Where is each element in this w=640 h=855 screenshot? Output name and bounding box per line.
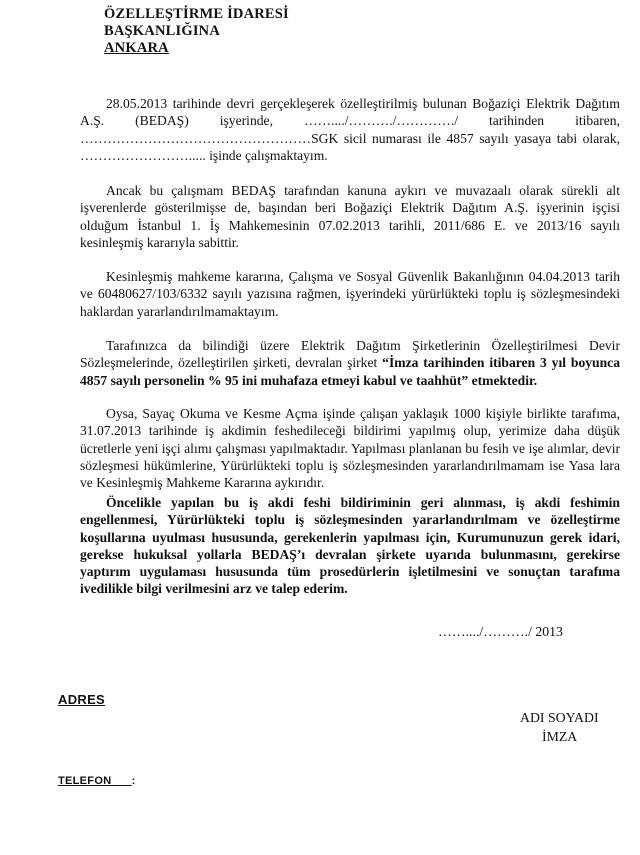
telefon-line <box>58 775 136 787</box>
addressee-line-3: ANKARA <box>104 40 169 56</box>
signature-label: İMZA <box>542 729 578 744</box>
paragraph-court-decision <box>80 182 620 251</box>
paragraph-employment <box>80 95 620 164</box>
telefon-label: TELEFON <box>58 775 112 787</box>
name-label: ADI SOYADI <box>520 710 599 725</box>
addressee-line-1: ÖZELLEŞTİRME İDARESİ <box>104 6 289 22</box>
paragraph-6-text: Öncelikle yapılan bu iş akdi feshi bildiriminin geri alınması, iş akdi feshimin engellenmesi, Yürürlükteki toplu iş sözleşmesinden yararlandırılmam ve özelleştirme koşullarına uyulması hususunda, gerekenlerin yapılması için, Kurumunuzun gerek idari, gerekse hukuksal yollarla BEDAŞ’ı devralan şirkete uyarıda bulunmasını, gerekirse yaptırım uygulaması hususunda tüm prosedürlerin işletilmesini ve sonuçtan tarafıma ivedilikle bilgi verilmesini arz ve talep ederim. <box>80 495 620 597</box>
paragraph-transfer-contract <box>80 337 620 389</box>
addressee-line-2: BAŞKANLIĞINA <box>104 23 221 39</box>
paragraph-5-text: Oysa, Sayaç Okuma ve Kesme Açma işinde çalışan yaklaşık 1000 kişiyle birlikte tarafıma, 31.07.2013 tarihinde iş akdimin feshedileceği bildirimi yapılmış olup, yerimize daha düşük ücretlerle yeni işçi alımı çalışması yapılmaktadır. Yapılması planlanan bu fesih ve işe alımlar, devir sözleşmesi hükümlerine, Yürürlükteki toplu iş sözleşmesinden yararlandırılmamam ise Yasa lara ve Kesinleşmiş Mahkeme Kararına aykırıdır. <box>80 406 620 491</box>
adres-label: ADRES <box>58 692 106 707</box>
paragraph-2-text: Ancak bu çalışmam BEDAŞ tarafından kanuna aykırı ve muvazaalı olarak sürekli alt işverenlerde gösterilmişse de, başından beri Boğaziçi Elektrik Dağıtım A.Ş. işyerinin işçisi olduğum İstanbul 1. İş Mahkemesinin 07.02.2013 tarihli, 2011/686 E. ve 2013/16 sayılı kesinleşmiş kararıyla sabittir. <box>80 183 620 250</box>
signature-block <box>520 708 599 746</box>
paragraph-request <box>80 494 620 598</box>
date-line: ……..../………./ 2013 <box>438 624 563 639</box>
paragraph-4-bold-text: “İmza tarihinden itibaren 3 yıl boyunca 4857 sayılı personelin % 95 ini muhafaza etmeyi kabul ve taahhüt” etmektedir. <box>80 355 620 388</box>
paragraph-4-text: Tarafınızca da bilindiği üzere Elektrik Dağıtım Şirketlerinin Özelleştirilmesi Devir Sözleşmelerinde, özelleştirilen şirketi, devralan şirket <box>80 338 620 371</box>
paragraph-3-text: Kesinleşmiş mahkeme kararına, Çalışma ve Sosyal Güvenlik Bakanlığının 04.04.2013 tarih ve 60480627/103/6332 sayılı yazısına rağmen, işyerindeki yürürlükteki toplu iş sözleşmesindeki haklardan yararlandırılmamaktayım. <box>80 269 620 319</box>
paragraph-termination <box>80 405 620 491</box>
telefon-colon: : <box>131 775 136 787</box>
paragraph-ministry-letter <box>80 268 620 320</box>
paragraph-1-text: 28.05.2013 tarihinde devri gerçekleşerek özelleştirilmiş bulunan Boğaziçi Elektrik Dağıtım A.Ş. (BEDAŞ) işyerinde, ……..../………./…………./ tarihinden itibaren, ……………………………………………SGK sicil numarası ile 4857 sayılı yasaya tabi olarak, ……………………..... işinde çalışmaktayım. <box>80 96 620 163</box>
addressee-block <box>104 6 289 57</box>
